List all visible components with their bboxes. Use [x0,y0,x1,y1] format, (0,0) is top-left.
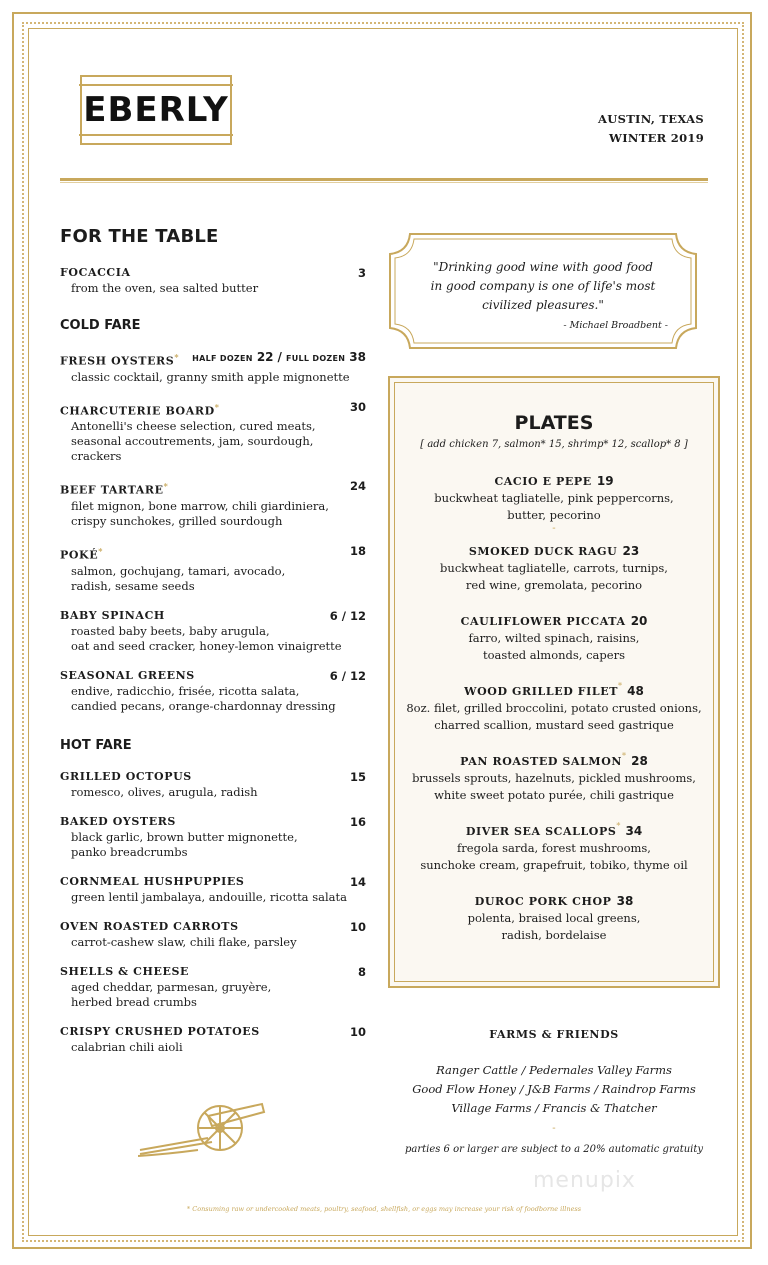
item-name: CORNMEAL HUSHPUPPIES [60,874,245,888]
item-name: CRISPY CRUSHED POTATOES [60,1024,260,1038]
plate-desc: 8oz. filet, grilled broccolini, potato crusted onions, [406,701,702,715]
plate-price: 34 [625,824,643,838]
gratuity-note: parties 6 or larger are subject to a 20% automatic gratuity [404,1144,704,1155]
section-title-plates: PLATES [514,412,594,434]
plate-desc: farro, wilted spinach, raisins, [468,631,640,645]
plate-item-wood-grilled-filet [390,680,718,734]
plate-name: PAN ROASTED SALMON [460,755,623,768]
item-desc: black garlic, brown butter mignonette, [71,829,298,844]
item-price: 10 [349,919,366,934]
plates-add-on: [ add chicken 7, salmon* 15, shrimp* 12, scallop* 8 ] [420,439,688,450]
item-name: BAKED OYSTERS [60,814,176,828]
quote-author: - Michael Broadbent - [563,320,668,331]
item-desc: filet mignon, bone marrow, chili giardiniera, [71,498,329,513]
menu-item-oven-roasted-carrots [60,919,366,950]
plate-separator: - [552,523,556,534]
plate-price: 28 [631,754,648,768]
plate-name: DIVER SEA SCALLOPS [465,825,617,838]
section-title-cold-fare: COLD FARE [60,318,141,333]
raw-star-icon: * [214,401,220,412]
plate-item-pan-roasted-salmon [390,750,718,804]
item-price: 24 [349,479,366,494]
item-desc: seasonal accoutrements, jam, sourdough, crackers [71,434,314,464]
plate-price: 48 [627,684,644,698]
item-name: SHELLS & CHEESE [60,964,189,978]
item-desc: panko breadcrumbs [71,844,188,859]
plate-desc: red wine, gremolata, pecorino [465,578,643,592]
plate-name: CACIO E PEPE [494,475,592,488]
plate-item-diver-sea-scallops [390,820,718,874]
menu-item-shells-and-cheese [60,964,366,1010]
item-price: 6 / 12 [329,608,366,623]
logo-text: EBERLY [79,84,233,136]
item-name: BEEF TARTARE* [60,481,169,497]
item-desc: roasted baby beets, baby arugula, [71,623,270,638]
cannon-icon [138,1098,268,1160]
quote-line: civilized pleasures." [482,298,604,312]
item-name: FRESH OYSTERS* [60,352,180,368]
item-desc: candied pecans, orange-chardonnay dressing [71,698,336,713]
raw-star-icon: * [163,481,169,492]
quote-line: in good company is one of life's most [430,279,656,293]
menu-item-poke [60,543,366,594]
item-name: GRILLED OCTOPUS [60,769,192,783]
menu-season: WINTER 2019 [609,131,704,145]
item-desc: romesco, olives, arugula, radish [71,784,258,799]
farms-line: Ranger Cattle / Pedernales Valley Farms [436,1063,672,1077]
item-price: 16 [349,814,366,829]
item-desc: oat and seed cracker, honey-lemon vinaigrette [71,638,342,653]
plate-item-cacio-e-pepe [390,470,718,534]
plate-price: 38 [616,894,634,908]
raw-star-icon: * [98,545,103,556]
quote-text [388,258,698,315]
section-title-hot-fare: HOT FARE [60,737,132,753]
farms-separator: - [552,1123,556,1134]
farms-list [388,1061,720,1118]
item-desc: classic cocktail, granny smith apple mignonette [71,369,350,384]
raw-star-icon: * [618,681,623,691]
plate-price: 20 [630,614,648,628]
menu-item-beef-tartare [60,478,366,529]
item-desc: salmon, gochujang, tamari, avocado, [71,563,286,578]
plate-desc: butter, pecorino [507,508,601,522]
menu-item-charcuterie-board [60,399,366,465]
location-block [598,110,704,148]
plate-desc: brussels sprouts, hazelnuts, pickled mushrooms, [412,771,696,785]
plate-desc: buckwheat tagliatelle, pink peppercorns, [434,491,674,505]
full-dozen-price: 38 [349,350,366,364]
menu-item-cornmeal-hushpuppies [60,874,366,905]
item-name: BABY SPINACH [60,608,165,622]
plate-name: SMOKED DUCK RAGU [468,545,618,558]
item-desc: from the oven, sea salted butter [71,281,259,295]
item-desc: green lentil jambalaya, andouille, ricotta salata [71,889,347,904]
item-desc: herbed bread crumbs [71,994,197,1009]
menu-item-baby-spinach [60,608,366,654]
item-price: 30 [349,399,366,414]
plate-name: DUROC PORK CHOP [474,895,612,908]
farms-block [388,1028,720,1155]
plates-panel [388,376,720,988]
item-desc: Antonelli's cheese selection, cured meats, [71,419,316,434]
raw-star-icon: * [174,352,180,362]
item-price: 8 [357,964,366,979]
plate-item-smoked-duck-ragu [390,540,718,594]
item-name: FOCACCIA [60,266,131,279]
item-desc: radish, sesame seeds [71,578,195,593]
watermark: menupix [533,1168,636,1193]
item-desc: carrot-cashew slaw, chili flake, parsley [71,934,297,949]
menu-item-focaccia [60,265,366,296]
item-desc: aged cheddar, parmesan, gruyère, [71,979,272,994]
half-dozen-price: 22 [256,350,274,364]
menu-item-crispy-crushed-potatoes [60,1024,366,1055]
farms-line: Village Farms / Francis & Thatcher [451,1101,657,1115]
item-desc: endive, radicchio, frisée, ricotta salata, [71,683,300,698]
menu-item-fresh-oysters [60,349,366,385]
item-name: POKÉ* [60,545,103,562]
item-price [192,349,366,367]
plate-price: 19 [596,474,614,488]
menu-item-grilled-octopus [60,769,366,800]
plate-desc: buckwheat tagliatelle, carrots, turnips, [440,561,668,575]
plate-desc: white sweet potato purée, chili gastrique [434,788,674,802]
raw-star-icon: * [616,821,621,831]
item-price: 3 [357,266,366,280]
plate-desc: fregola sarda, forest mushrooms, [457,841,651,855]
item-price: 14 [349,874,366,889]
plate-desc: sunchoke cream, grapefruit, tobiko, thyme oil [420,858,688,872]
left-column [60,226,366,1055]
item-name: SEASONAL GREENS [60,668,195,682]
item-price: 18 [349,543,366,558]
plate-item-cauliflower-piccata [390,610,718,664]
plate-name: WOOD GRILLED FILET [464,685,619,698]
quote-box [388,232,698,350]
raw-star-icon: * [622,751,627,761]
plate-desc: charred scallion, mustard seed gastrique [434,718,674,732]
farms-line: Good Flow Honey / J&B Farms / Raindrop Farms [412,1082,696,1096]
plate-desc: radish, bordelaise [501,928,607,942]
plate-desc: toasted almonds, capers [483,648,625,662]
item-desc: crispy sunchokes, grilled sourdough [71,513,283,528]
logo [80,75,232,145]
header-divider-thin [60,182,708,183]
section-title-for-the-table: FOR THE TABLE [60,226,219,247]
item-price: 10 [349,1024,366,1039]
location-city: AUSTIN, TEXAS [598,112,704,126]
item-price: 15 [349,769,366,784]
plate-name: CAULIFLOWER PICCATA [460,615,626,628]
full-dozen-label: FULL DOZEN [285,354,346,363]
item-name: CHARCUTERIE BOARD* [60,401,220,418]
plate-desc: polenta, braised local greens, [467,911,641,925]
plate-item-duroc-pork-chop [390,890,718,944]
item-price: 6 / 12 [329,668,366,683]
footer-disclaimer: * Consuming raw or undercooked meats, poultry, seafood, shellfish, or eggs may increase your risk of foodborne illness [186,1205,582,1213]
item-desc: calabrian chili aioli [71,1039,183,1054]
price-separator: / [277,350,282,364]
item-name: OVEN ROASTED CARROTS [60,919,239,933]
quote-line: "Drinking good wine with good food [433,260,653,274]
plate-price: 23 [622,544,640,558]
farms-title: FARMS & FRIENDS [489,1028,619,1041]
half-dozen-label: HALF DOZEN [192,354,253,363]
menu-item-baked-oysters [60,814,366,860]
header-divider [60,178,708,181]
menu-item-seasonal-greens [60,668,366,714]
